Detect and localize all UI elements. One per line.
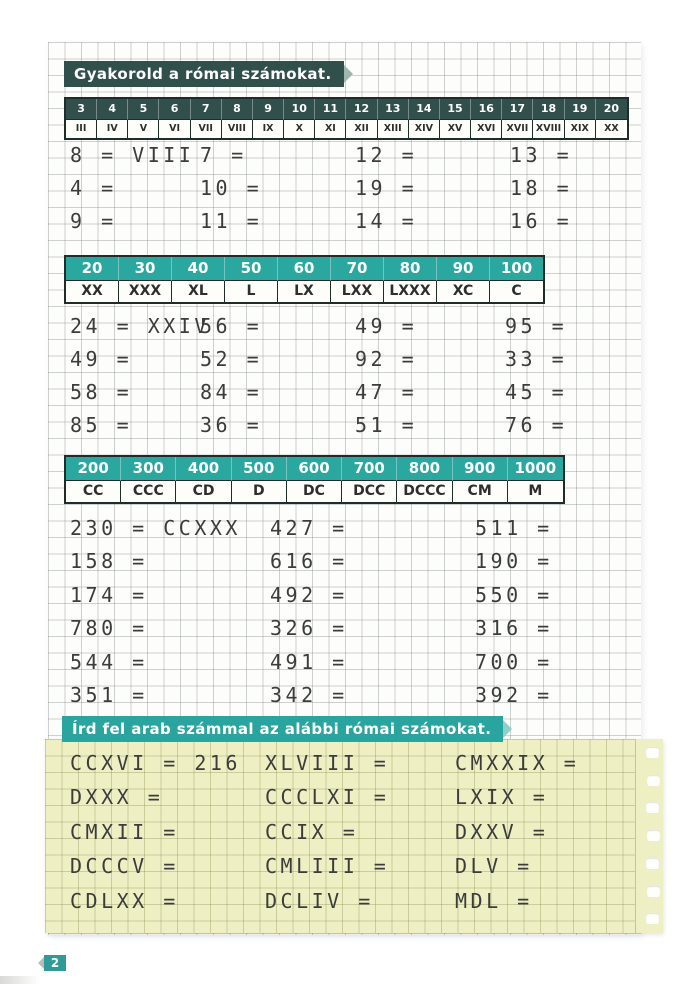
table-column (409, 99, 440, 138)
arabic-number-cell: 20 (66, 257, 119, 281)
arabic-number-cell: 600 (287, 457, 342, 481)
exercise-item: 84 = (200, 380, 263, 404)
exercise-item: 45 = (505, 380, 568, 404)
table-column (437, 257, 490, 302)
roman-numeral-cell: CM (453, 481, 508, 502)
exercise-item: 33 = (505, 347, 568, 371)
exercise-item: 85 = (70, 413, 133, 437)
table-column (222, 99, 253, 138)
exercise-item: DXXX = (70, 785, 164, 810)
punch-hole (647, 886, 660, 897)
table-column (508, 457, 563, 502)
exercise-row (64, 889, 624, 923)
arabic-number-cell: 12 (346, 99, 377, 120)
table-column (502, 99, 533, 138)
roman-numeral-cell: CC (66, 481, 121, 502)
roman-numeral-cell: M (508, 481, 563, 502)
arabic-number-cell: 400 (176, 457, 231, 481)
exercise-item: 14 = (355, 209, 418, 233)
punch-hole (647, 775, 660, 786)
exercise-item: 544 = (70, 649, 148, 674)
table-column (66, 99, 97, 138)
exercise-item: 351 = (70, 682, 148, 707)
table-column (159, 99, 190, 138)
roman-numeral-cell: IV (97, 120, 128, 138)
exercise-item: 36 = (200, 413, 263, 437)
exercise-item: 8 = VIII (70, 143, 195, 167)
exercise-row (64, 176, 624, 209)
roman-numeral-cell: DC (287, 481, 342, 502)
roman-numeral-cell: XC (437, 281, 490, 302)
exercise-item: CCCLXI = (265, 785, 390, 810)
reference-table-tens (64, 255, 545, 304)
roman-numeral-cell: XXX (119, 281, 172, 302)
exercise-item: 19 = (355, 176, 418, 200)
exercise-row (64, 820, 624, 854)
exercise-item: CMXII = (70, 819, 179, 844)
reference-table-hundreds (64, 455, 565, 504)
exercise-item: 511 = (475, 516, 553, 540)
arabic-number-cell: 9 (253, 99, 284, 120)
exercise-item: 47 = (355, 380, 418, 404)
table-column (191, 99, 222, 138)
table-column (440, 99, 471, 138)
table-column (253, 99, 284, 138)
roman-numeral-cell: XVIII (533, 120, 564, 138)
roman-numeral-cell: XX (596, 120, 627, 138)
table-column (565, 99, 596, 138)
table-column (346, 99, 377, 138)
exercise-row (64, 683, 624, 716)
arabic-number-cell: 16 (471, 99, 502, 120)
exercise-block-tens (64, 314, 624, 446)
roman-numeral-cell: XI (315, 120, 346, 138)
exercise-item: 392 = (475, 682, 553, 707)
exercise-row (64, 854, 624, 888)
exercise-item: 616 = (270, 549, 348, 574)
title-banner-practice: Gyakorold a római számokat. (64, 61, 344, 87)
table-column (278, 257, 331, 302)
roman-numeral-cell: CCC (121, 481, 176, 502)
exercise-item: 9 = (70, 209, 117, 233)
exercise-block-ones (64, 143, 624, 242)
roman-numeral-cell: XII (346, 120, 377, 138)
exercise-row (64, 380, 624, 413)
page-number-flag: 2 (44, 955, 66, 971)
roman-numeral-cell: DCC (342, 481, 397, 502)
arabic-number-cell: 4 (97, 99, 128, 120)
exercise-item: 58 = (70, 380, 133, 404)
exercise-item: 95 = (505, 314, 568, 338)
arabic-number-cell: 90 (437, 257, 490, 281)
exercise-row (64, 616, 624, 649)
roman-numeral-cell: C (490, 281, 543, 302)
exercise-item: 13 = (510, 143, 573, 167)
roman-numeral-cell: XIX (565, 120, 596, 138)
table-column (397, 457, 452, 502)
exercise-item: 11 = (200, 209, 263, 233)
exercise-row (64, 583, 624, 616)
punch-hole (646, 858, 659, 869)
punch-hole (647, 830, 660, 841)
exercise-item: 491 = (270, 649, 348, 674)
roman-numeral-cell: LXX (331, 281, 384, 302)
arabic-number-cell: 1000 (508, 457, 563, 481)
arabic-number-cell: 40 (172, 257, 225, 281)
exercise-item: 316 = (475, 616, 553, 641)
exercise-row (64, 413, 624, 446)
roman-numeral-cell: XL (172, 281, 225, 302)
exercise-item: DXXV = (455, 819, 549, 844)
table-column (66, 457, 121, 502)
arabic-number-cell: 7 (191, 99, 222, 120)
exercise-item: 52 = (200, 347, 263, 371)
exercise-row (64, 143, 624, 176)
table-column (97, 99, 128, 138)
arabic-number-cell: 5 (128, 99, 159, 120)
exercise-item: 550 = (475, 582, 553, 607)
table-column (172, 257, 225, 302)
exercise-item: 700 = (475, 649, 553, 674)
roman-numeral-cell: LX (278, 281, 331, 302)
exercise-row (64, 314, 624, 347)
exercise-row (64, 549, 624, 582)
table-column (490, 257, 543, 302)
punch-hole (646, 747, 659, 758)
exercise-item: 326 = (270, 616, 348, 641)
table-column (342, 457, 397, 502)
exercise-row (64, 785, 624, 819)
arabic-number-cell: 11 (315, 99, 346, 120)
table-column (453, 457, 508, 502)
exercise-item: 4 = (70, 176, 117, 200)
table-column (232, 457, 287, 502)
roman-numeral-cell: VI (159, 120, 190, 138)
exercise-item: LXIX = (455, 785, 549, 810)
exercise-item: MDL = (455, 888, 533, 913)
arabic-number-cell: 3 (66, 99, 97, 120)
roman-numeral-cell: XIII (378, 120, 409, 138)
roman-numeral-cell: XVII (502, 120, 533, 138)
arabic-number-cell: 14 (409, 99, 440, 120)
table-column (533, 99, 564, 138)
exercise-item: 18 = (510, 176, 573, 200)
exercise-item: 56 = (200, 314, 263, 338)
exercise-item: 12 = (355, 143, 418, 167)
exercise-item: DCCCV = (70, 854, 179, 879)
exercise-row (64, 347, 624, 380)
title-banner-roman-to-arabic: Írd fel arab számmal az alábbi római számokat. (62, 716, 503, 742)
exercise-item: 190 = (475, 549, 553, 574)
exercise-item: 492 = (270, 582, 348, 607)
arabic-number-cell: 30 (119, 257, 172, 281)
arabic-number-cell: 15 (440, 99, 471, 120)
exercise-row (64, 516, 624, 549)
arabic-number-cell: 10 (284, 99, 315, 120)
roman-numeral-cell: CD (176, 481, 231, 502)
table-column (596, 99, 627, 138)
roman-numeral-cell: V (128, 120, 159, 138)
roman-numeral-cell: LXXX (384, 281, 437, 302)
roman-numeral-cell: XX (66, 281, 119, 302)
roman-numeral-cell: D (232, 481, 287, 502)
exercise-item: 92 = (355, 347, 418, 371)
exercise-item: CDLXX = (70, 888, 179, 913)
exercise-block-hundreds (64, 516, 624, 716)
arabic-number-cell: 100 (490, 257, 543, 281)
arabic-number-cell: 8 (222, 99, 253, 120)
scan-smudge (0, 976, 40, 984)
table-column (384, 257, 437, 302)
table-column (128, 99, 159, 138)
arabic-number-cell: 18 (533, 99, 564, 120)
arabic-number-cell: 20 (596, 99, 627, 120)
exercise-item: CMXXIX = (455, 751, 580, 775)
roman-numeral-cell: DCCC (397, 481, 452, 502)
arabic-number-cell: 800 (397, 457, 452, 481)
arabic-number-cell: 60 (278, 257, 331, 281)
exercise-item: 49 = (355, 314, 418, 338)
table-column (284, 99, 315, 138)
exercise-item: 49 = (70, 347, 133, 371)
table-column (287, 457, 342, 502)
punch-hole (646, 802, 659, 813)
exercise-item: XLVIII = (265, 751, 390, 775)
roman-numeral-cell: XV (440, 120, 471, 138)
exercise-item: 51 = (355, 413, 418, 437)
table-column (378, 99, 409, 138)
exercise-item: CCXVI = 216 (70, 751, 241, 775)
arabic-number-cell: 300 (121, 457, 176, 481)
table-column (315, 99, 346, 138)
table-column (176, 457, 231, 502)
arabic-number-cell: 900 (453, 457, 508, 481)
table-column (331, 257, 384, 302)
roman-numeral-cell: IX (253, 120, 284, 138)
arabic-number-cell: 200 (66, 457, 121, 481)
table-column (471, 99, 502, 138)
exercise-item: 230 = CCXXX (70, 516, 241, 540)
punch-hole (646, 913, 659, 924)
arabic-number-cell: 6 (159, 99, 190, 120)
roman-numeral-cell: X (284, 120, 315, 138)
exercise-item: 342 = (270, 682, 348, 707)
exercise-block-roman-to-arabic (64, 751, 624, 923)
table-column (119, 257, 172, 302)
arabic-number-cell: 17 (502, 99, 533, 120)
arabic-number-cell: 13 (378, 99, 409, 120)
exercise-item: 10 = (200, 176, 263, 200)
exercise-row (64, 751, 624, 785)
exercise-item: 24 = XXIV (70, 314, 210, 338)
roman-numeral-cell: III (66, 120, 97, 138)
exercise-item: CCIX = (265, 819, 359, 844)
roman-numeral-cell: XVI (471, 120, 502, 138)
exercise-item: DLV = (455, 854, 533, 879)
exercise-item: 780 = (70, 616, 148, 641)
exercise-item: 7 = (200, 143, 247, 167)
arabic-number-cell: 700 (342, 457, 397, 481)
table-column (225, 257, 278, 302)
arabic-number-cell: 50 (225, 257, 278, 281)
exercise-row (64, 209, 624, 242)
exercise-item: DCLIV = (265, 888, 374, 913)
exercise-item: CMLIII = (265, 854, 390, 879)
table-column (66, 257, 119, 302)
exercise-row (64, 650, 624, 683)
exercise-item: 76 = (505, 413, 568, 437)
exercise-item: 427 = (270, 516, 348, 540)
roman-numeral-cell: VII (191, 120, 222, 138)
exercise-item: 16 = (510, 209, 573, 233)
roman-numeral-cell: VIII (222, 120, 253, 138)
roman-numeral-cell: L (225, 281, 278, 302)
roman-numeral-cell: XIV (409, 120, 440, 138)
arabic-number-cell: 70 (331, 257, 384, 281)
arabic-number-cell: 80 (384, 257, 437, 281)
exercise-item: 158 = (70, 549, 148, 574)
arabic-number-cell: 500 (232, 457, 287, 481)
reference-table-ones (64, 97, 629, 140)
arabic-number-cell: 19 (565, 99, 596, 120)
exercise-item: 174 = (70, 582, 148, 607)
table-column (121, 457, 176, 502)
